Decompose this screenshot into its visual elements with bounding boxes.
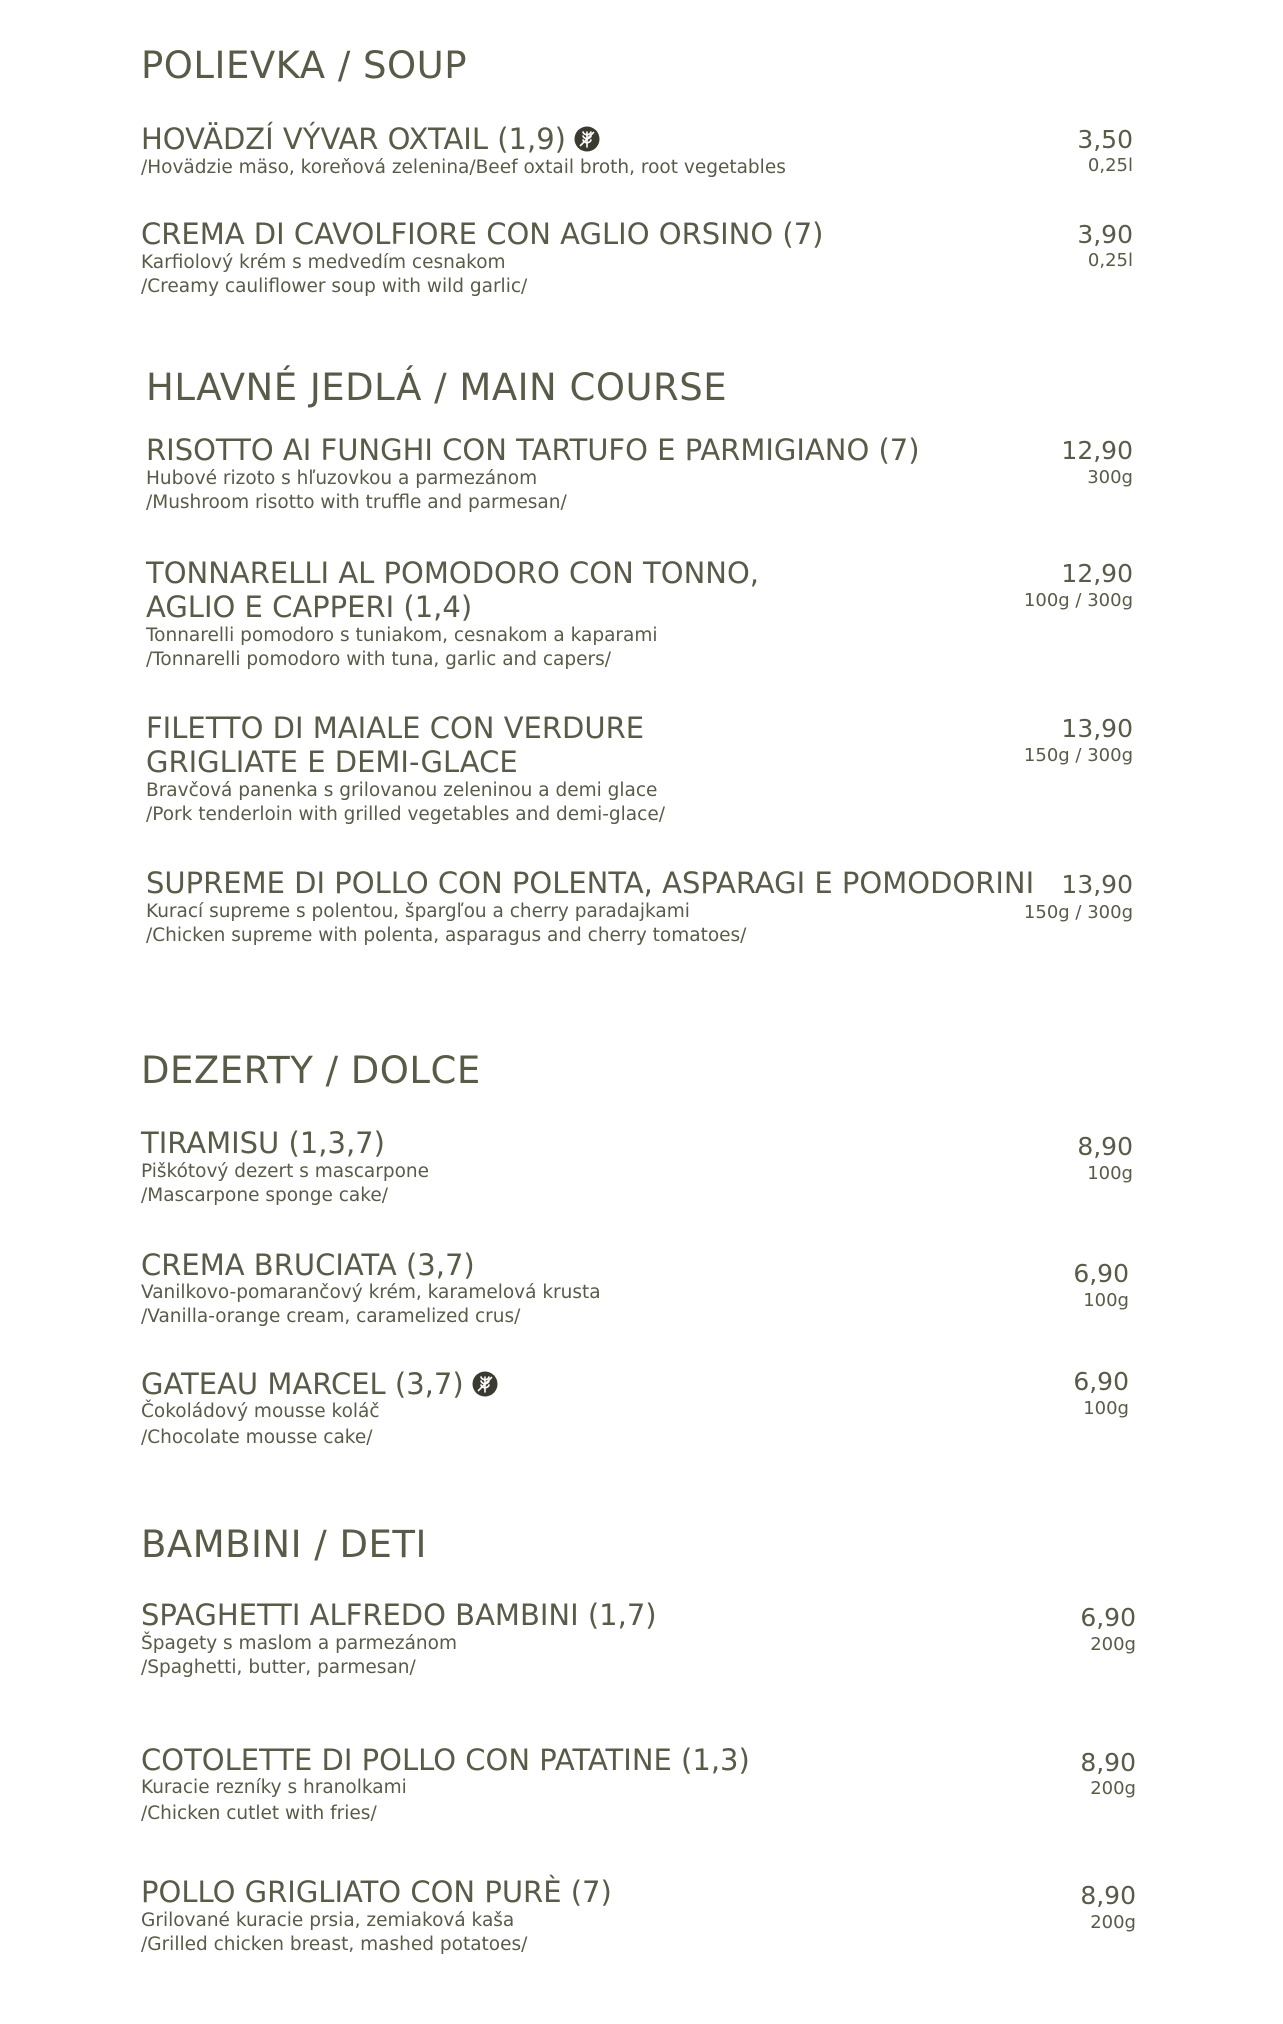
item-name-line2: AGLIO E CAPPERI (1,4) xyxy=(146,590,473,624)
item-name: SPAGHETTI ALFREDO BAMBINI (1,7) xyxy=(141,1598,657,1632)
item-portion: 200g xyxy=(1090,1778,1136,1799)
gluten-free-icon xyxy=(574,126,600,152)
section-title-soup: POLIEVKA / SOUP xyxy=(141,44,468,87)
item-description: Kurací supreme s polentou, špargľou a cherry paradajkami xyxy=(146,901,690,922)
item-name: SUPREME DI POLLO CON POLENTA, ASPARAGI E POMODORINI xyxy=(146,866,1035,900)
item-portion: 100g xyxy=(1083,1398,1129,1419)
item-price: 3,90 xyxy=(1077,220,1133,249)
item-description: Vanilkovo-pomarančový krém, karamelová krusta xyxy=(141,1282,601,1303)
item-description: Bravčová panenka s grilovanou zeleninou a demi glace xyxy=(146,780,658,801)
item-name: RISOTTO AI FUNGHI CON TARTUFO E PARMIGIANO (7) xyxy=(146,433,920,467)
item-name: TIRAMISU (1,3,7) xyxy=(141,1126,385,1160)
item-price: 13,90 xyxy=(1061,870,1133,899)
item-portion: 300g xyxy=(1087,467,1133,488)
item-description: Piškótový dezert s mascarpone xyxy=(141,1161,430,1182)
item-description: Tonnarelli pomodoro s tuniakom, cesnakom a kaparami xyxy=(146,625,658,646)
item-description: /Hovädzie mäso, koreňová zelenina/Beef oxtail broth, root vegetables xyxy=(141,157,786,178)
item-name: CREMA DI CAVOLFIORE CON AGLIO ORSINO (7) xyxy=(141,217,824,251)
item-name-line2: GRIGLIATE E DEMI-GLACE xyxy=(146,745,518,779)
item-price: 13,90 xyxy=(1061,714,1133,743)
item-price: 6,90 xyxy=(1073,1367,1129,1396)
section-title-dessert: DEZERTY / DOLCE xyxy=(141,1049,481,1092)
item-name-text: GATEAU MARCEL (3,7) xyxy=(141,1367,464,1401)
item-description-en: /Mascarpone sponge cake/ xyxy=(141,1185,388,1206)
item-portion: 100g xyxy=(1087,1163,1133,1184)
item-price: 8,90 xyxy=(1077,1132,1133,1161)
item-name: CREMA BRUCIATA (3,7) xyxy=(141,1248,475,1282)
item-description-en: /Chicken supreme with polenta, asparagus and cherry tomatoes/ xyxy=(146,925,747,946)
item-portion: 100g xyxy=(1083,1290,1129,1311)
item-name: TONNARELLI AL POMODORO CON TONNO, xyxy=(146,556,760,590)
item-description-en: /Vanilla-orange cream, caramelized crus/ xyxy=(141,1306,521,1327)
item-name xyxy=(141,1367,498,1401)
item-description: Hubové rizoto s hľuzovkou a parmezánom xyxy=(146,468,538,489)
item-description-en: /Mushroom risotto with truffle and parmesan/ xyxy=(146,492,567,513)
item-portion: 150g / 300g xyxy=(1023,745,1133,766)
item-price: 6,90 xyxy=(1073,1259,1129,1288)
item-description-en: /Chocolate mousse cake/ xyxy=(141,1427,373,1448)
item-description: Kuracie rezníky s hranolkami xyxy=(141,1777,407,1798)
item-price: 12,90 xyxy=(1061,436,1133,465)
item-name-text: HOVÄDZÍ VÝVAR OXTAIL (1,9) xyxy=(141,122,566,156)
item-portion: 200g xyxy=(1090,1634,1136,1655)
item-description: Čokoládový mousse koláč xyxy=(141,1401,380,1422)
item-price: 12,90 xyxy=(1061,559,1133,588)
item-description: Grilované kuracie prsia, zemiaková kaša xyxy=(141,1910,515,1931)
item-portion: 200g xyxy=(1090,1912,1136,1933)
item-description-en: /Spaghetti, butter, parmesan/ xyxy=(141,1657,416,1678)
item-name: POLLO GRIGLIATO CON PURÈ (7) xyxy=(141,1875,612,1909)
item-portion: 100g / 300g xyxy=(1023,590,1133,611)
item-name xyxy=(141,122,600,156)
item-price: 3,50 xyxy=(1077,125,1133,154)
item-name: FILETTO DI MAIALE CON VERDURE xyxy=(146,711,645,745)
item-description-en: /Pork tenderloin with grilled vegetables and demi-glace/ xyxy=(146,804,665,825)
section-title-kids: BAMBINI / DETI xyxy=(141,1523,427,1566)
gluten-free-icon xyxy=(472,1371,498,1397)
item-price: 6,90 xyxy=(1080,1603,1136,1632)
item-price: 8,90 xyxy=(1080,1748,1136,1777)
item-portion: 0,25l xyxy=(1087,250,1133,271)
item-portion: 150g / 300g xyxy=(1023,902,1133,923)
section-title-main-course: HLAVNÉ JEDLÁ / MAIN COURSE xyxy=(146,366,728,409)
item-description: Špagety s maslom a parmezánom xyxy=(141,1633,457,1654)
item-price: 8,90 xyxy=(1080,1881,1136,1910)
item-description: Karfiolový krém s medvedím cesnakom xyxy=(141,252,506,273)
item-description-en: /Chicken cutlet with fries/ xyxy=(141,1803,377,1824)
item-portion: 0,25l xyxy=(1087,155,1133,176)
item-description-en: /Tonnarelli pomodoro with tuna, garlic and capers/ xyxy=(146,649,611,670)
item-description-en: /Grilled chicken breast, mashed potatoes/ xyxy=(141,1934,528,1955)
item-description-en: /Creamy cauliflower soup with wild garlic/ xyxy=(141,276,528,297)
item-name: COTOLETTE DI POLLO CON PATATINE (1,3) xyxy=(141,1743,750,1777)
